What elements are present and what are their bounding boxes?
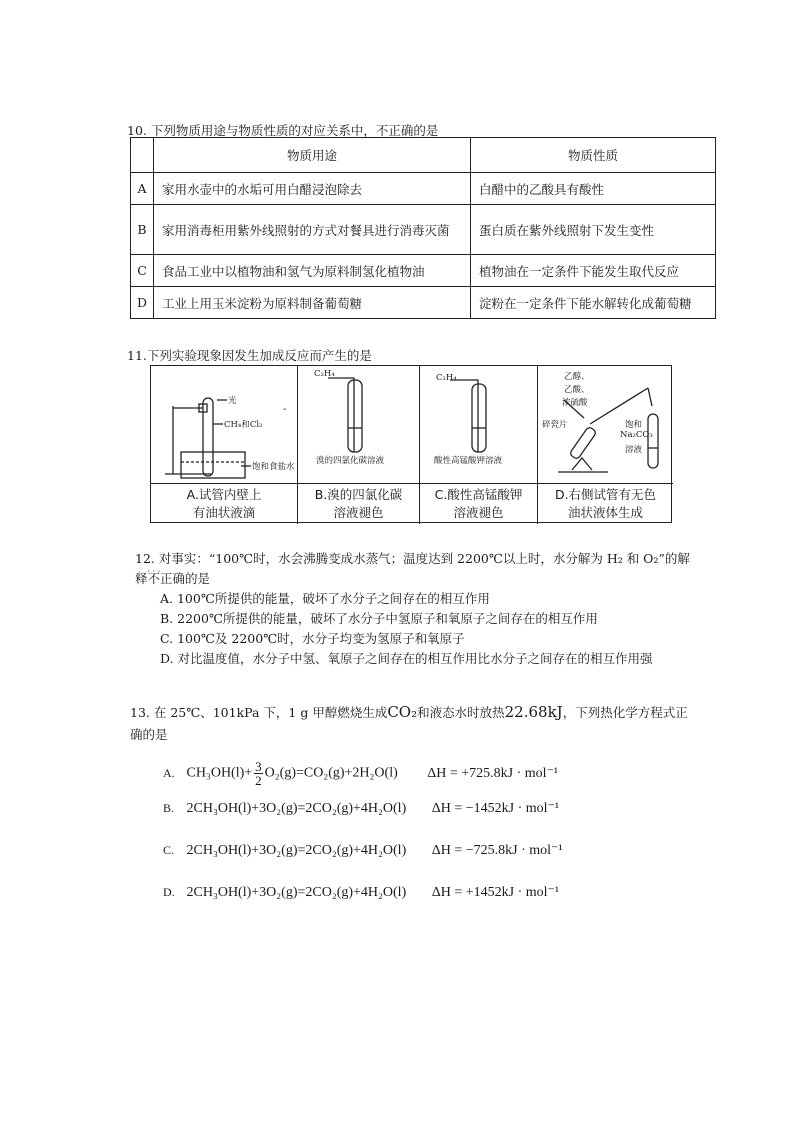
bromine-solution-label: 溴的四氯化碳溶液 <box>316 456 385 466</box>
q13-stem-a: 13. 在 25℃、101kPa 下，1 g 甲醇燃烧生成 <box>130 705 388 720</box>
q13-option-c-enthalpy: ΔH = −725.8kJ · mol⁻¹ <box>431 843 563 858</box>
q10-row-key: A <box>131 173 154 205</box>
q12-option-a[interactable]: A. 100℃所提供的能量，破坏了水分子之间存在的相互作用 <box>160 591 490 606</box>
q13-stem-c: ，下列热化学方程式正 <box>562 705 688 720</box>
reagent-label-3: 浓硫酸 <box>562 398 588 408</box>
q13-option-b-enthalpy: ΔH = −1452kJ · mol⁻¹ <box>431 801 560 816</box>
q10-row-prop: 白醋中的乙酸具有酸性 <box>471 173 716 205</box>
bromine-tube-apparatus <box>298 366 420 484</box>
q10-row <box>131 287 716 319</box>
light-label: 光 <box>228 396 237 406</box>
q10-row-use: 家用消毒柜用紫外线照射的方式对餐具进行消毒灭菌 <box>154 205 471 255</box>
q11-option-d[interactable] <box>538 484 673 524</box>
q13-stem-line1 <box>130 701 710 724</box>
q10-row-use: 食品工业中以植物油和氢气为原料制氢化植物油 <box>154 255 471 287</box>
q10-row-prop: 淀粉在一定条件下能水解转化成葡萄糖 <box>471 287 716 319</box>
q13-option-b[interactable] <box>163 800 559 817</box>
q10-row-use: 工业上用玉米淀粉为原料制备葡萄糖 <box>154 287 471 319</box>
gas-mixture-label: CH₄和Cl₂ <box>224 420 263 430</box>
reagent-label-2: 乙酸、 <box>564 385 590 395</box>
q11-option-c[interactable] <box>420 484 538 524</box>
q13-option-b-label: B. <box>163 801 175 815</box>
stray-dash: - <box>283 404 287 415</box>
q12-option-d[interactable]: D. 对比温度值，水分子中氢、氧原子之间存在的相互作用比水分子之间存在的相互作用强 <box>160 651 653 666</box>
q11-option-b-line2: 溶液褪色 <box>333 505 384 520</box>
q10-head-key <box>131 138 154 173</box>
q10-row-use: 家用水壶中的水垢可用白醋浸泡除去 <box>154 173 471 205</box>
q11-option-b-line1: B.溴的四氯化碳 <box>314 487 403 502</box>
q12-stem-pre: 释 <box>135 571 148 586</box>
q13-option-a-enthalpy: ΔH = +725.8kJ · mol⁻¹ <box>427 765 559 781</box>
q13-option-d-label: D. <box>163 885 175 899</box>
q13-fraction <box>254 760 263 787</box>
q12-stem-line2 <box>135 569 715 589</box>
q13-heat-value: 22.68kJ <box>504 703 563 721</box>
q10-head-use: 物质用途 <box>154 138 471 173</box>
fraction-numerator: 3 <box>255 759 262 774</box>
q13-option-c-equation: 2CH₃OH(l)+3O₂(g)=2CO₂(g)+4H₂O(l) <box>186 843 407 858</box>
q11-option-c-line1: C.酸性高锰酸钾 <box>434 487 523 502</box>
q10-row-key: B <box>131 205 154 255</box>
ethylene-label: C₂H₄ <box>436 373 457 383</box>
sodium-carbonate-label: Na₂CO₃ <box>620 430 653 440</box>
q10-row-prop: 蛋白质在紫外线照射下发生变性 <box>471 205 716 255</box>
q13-block <box>130 701 710 746</box>
q11-option-b[interactable] <box>298 484 420 524</box>
q12-block <box>135 549 715 669</box>
ethylene-label: C₂H₄ <box>314 369 335 379</box>
q13-option-a-label: A. <box>163 765 175 780</box>
q11-figure-grid <box>150 365 672 523</box>
q11-option-d-line1: D.右侧试管有无色 <box>554 487 657 502</box>
q13-option-d-enthalpy: ΔH = +1452kJ · mol⁻¹ <box>431 885 560 900</box>
q10-table <box>130 137 716 319</box>
q13-option-a[interactable] <box>163 760 558 787</box>
q11-figure-d <box>538 366 673 484</box>
q12-option-c[interactable]: C. 100℃及 2200℃时，水分子均变为氢原子和氧原子 <box>160 631 465 646</box>
q10-row <box>131 255 716 287</box>
q11-figure-a <box>151 366 298 484</box>
q11-option-d-line2: 油状液体生成 <box>567 505 643 520</box>
q13-option-d[interactable] <box>163 884 559 901</box>
q12-stem-post: 的是 <box>185 571 211 586</box>
fraction-denominator: 2 <box>255 773 262 788</box>
solution-label: 溶液 <box>625 445 643 455</box>
q13-option-c-label: C. <box>163 843 175 857</box>
q13-option-d-equation: 2CH₃OH(l)+3O₂(g)=2CO₂(g)+4H₂O(l) <box>186 885 407 900</box>
q13-co2: CO₂ <box>387 703 418 721</box>
q10-row-prop: 植物油在一定条件下能发生取代反应 <box>471 255 716 287</box>
q10-row <box>131 205 716 255</box>
brine-label: 饱和食盐水 <box>252 462 295 472</box>
porcelain-chips-label: 碎瓷片 <box>542 420 568 430</box>
q11-option-a[interactable] <box>151 484 298 524</box>
q13-option-a-lhs2: O₂(g)=CO₂(g)+2H₂O(l) <box>264 765 398 781</box>
q10-row <box>131 173 716 205</box>
reagent-label-1: 乙醇、 <box>564 372 590 382</box>
q12-stem-line1: 12. 对事实：“100℃时，水会沸腾变成水蒸气；温度达到 2200℃以上时，水分解为 H₂ 和 O₂”的解 <box>135 551 690 566</box>
q10-row-key: D <box>131 287 154 319</box>
q13-stem-b: 和液态水时放热 <box>417 705 505 720</box>
saturated-label: 饱和 <box>625 420 643 430</box>
q12-option-b[interactable]: B. 2200℃所提供的能量，破坏了水分子中氢原子和氧原子之间存在的相互作用 <box>160 611 598 626</box>
q11-stem: 11.下列实验现象因发生加成反应而产生的是 <box>127 348 372 363</box>
q11-option-c-line2: 溶液褪色 <box>453 505 504 520</box>
q11-figure-c <box>420 366 538 484</box>
q13-option-c[interactable] <box>163 842 563 859</box>
q13-stem-line2: 确的是 <box>130 727 168 742</box>
q11-option-a-line1: A.试管内壁上 <box>186 487 262 502</box>
q13-option-a-lhs1: CH₃OH(l)+ <box>186 765 253 781</box>
permanganate-solution-label: 酸性高锰酸钾溶液 <box>434 456 503 466</box>
q10-stem: 10. 下列物质用途与物质性质的对应关系中，不正确的是 <box>127 123 439 138</box>
q13-option-b-equation: 2CH₃OH(l)+3O₂(g)=2CO₂(g)+4H₂O(l) <box>186 801 407 816</box>
q10-head-prop: 物质性质 <box>471 138 716 173</box>
q11-figure-b <box>298 366 420 484</box>
permanganate-tube-apparatus <box>420 366 538 484</box>
q10-row-key: C <box>131 255 154 287</box>
q12-emphasis: 不正确 · · · <box>148 571 186 586</box>
q11-option-a-line2: 有油状液滴 <box>192 505 256 520</box>
